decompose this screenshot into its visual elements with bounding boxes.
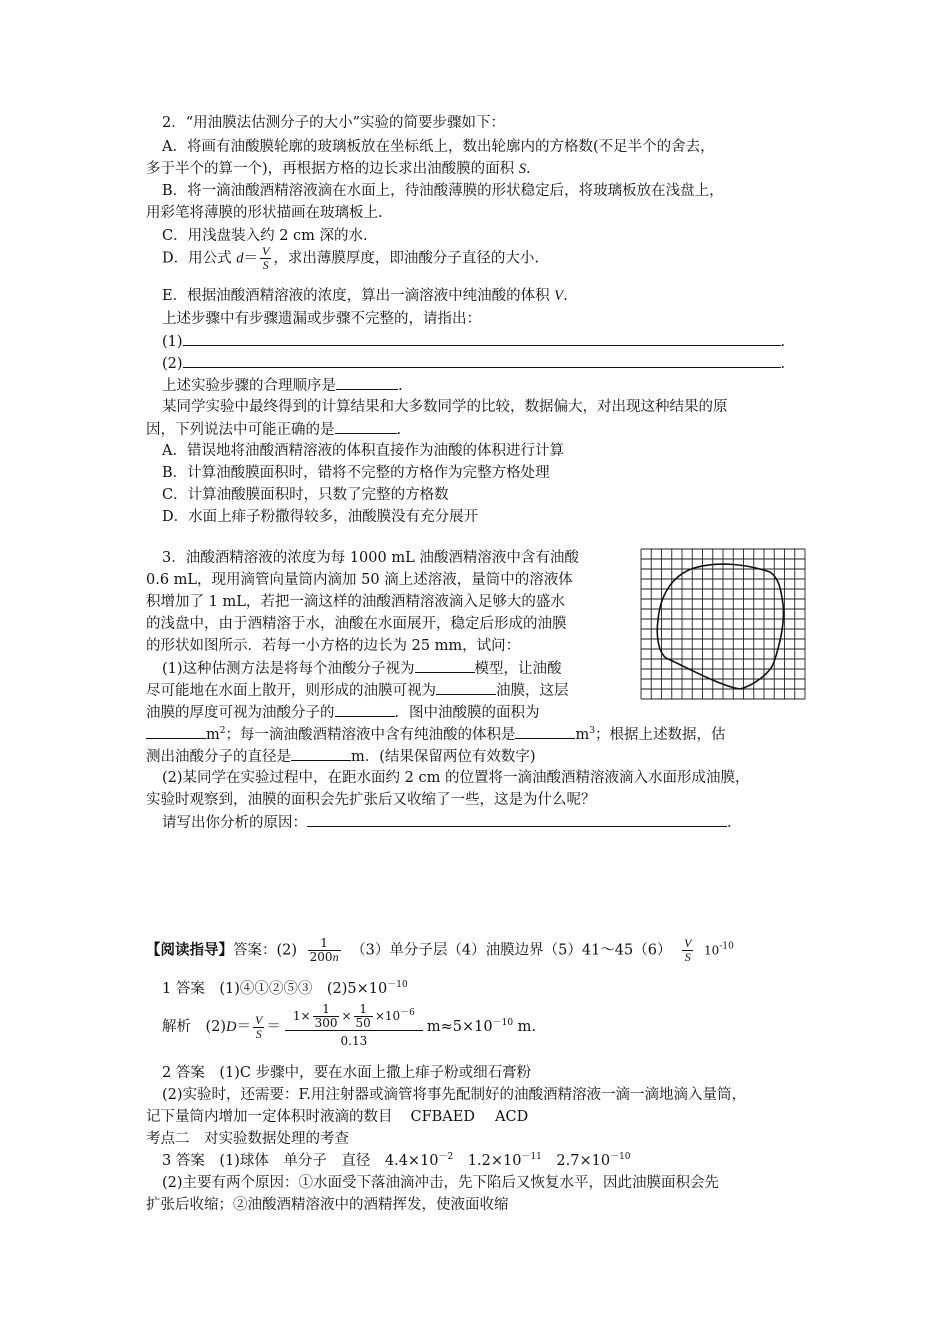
q2-answer-blank-1: (1) . (162, 331, 785, 352)
q2-error-question-line1: 某同学实验中最终得到的计算结果和大多数同学的比较，数据偏大，对出现这种结果的原 (162, 399, 728, 415)
answer-1-explanation: 解析 (2)D＝ $\frac{V}{S}$ ＝ 1× $\frac{1}{300}$ × $\frac{1}{50}$ $\times 10^{-6}$ 0.13 $m\approx 5\times 10^{-10}$ m. (162, 1003, 536, 1051)
fraction-v-over-s: $\frac{V}{S}$ (684, 936, 692, 964)
q2-prompt: 上述步骤中有步骤遗漏或步骤不完整的，请指出： (162, 311, 481, 327)
q2-error-question-line2: 因，下列说法中可能正确的是 . (146, 419, 401, 440)
answer-2-line1: 2 答案 (1)C 步骤中，要在水面上撒上痱子粉或细石膏粉 (162, 1065, 532, 1081)
q2-step-e: E．根据油酸酒精溶液的浓度，算出一滴溶液中纯油酸的体积 V. (162, 288, 568, 304)
q2-option-c: C．计算油酸膜面积时，只数了完整的方格数 (162, 487, 449, 503)
q3-line2: 0.6 mL，现用滴管向量筒内滴加 50 滴上述溶液，量筒中的溶液体 (146, 572, 573, 588)
formula-v-over-s: $\frac{V}{S}$ (261, 244, 270, 272)
q3-line10: 测出油酸分子的直径是 m．(结果保留两位有效数字) (146, 746, 536, 767)
oil-film-grid-figure (640, 548, 806, 700)
answer-3-line2: (2)主要有两个原因：①水面受下落油滴冲击，先下陷后又恢复水平，因此油膜面积会先 (162, 1175, 720, 1191)
q2-step-a-line2: 多于半个的算一个)，再根据方格的边长求出油酸膜的面积 S. (146, 161, 531, 177)
q2-step-b-line2: 用彩笔将薄膜的形状描画在玻璃板上. (146, 205, 383, 221)
q2-option-a: A．错误地将油酸酒精溶液的体积直接作为油酸的体积进行计算 (162, 443, 564, 459)
answer-3-line1: 3 答案 (1)球体 单分子 直径 $4.4\times 10^{-2}$ $1.2\times 10^{-11}$ $2.7\times 10^{-10}$ (162, 1152, 631, 1169)
q2-step-b-line1: B．将一滴油酸酒精溶液滴在水面上，待油酸薄膜的形状稳定后，将玻璃板放在浅盘上， (162, 183, 724, 199)
q2-answer-blank-2: (2) . (162, 353, 785, 374)
q3-line4: 的浅盘中，由于酒精溶于水，油酸在水面展开，稳定后形成的油膜 (146, 616, 567, 632)
fraction-v-over-s-2: $\frac{V}{S}$ (255, 1012, 263, 1041)
q3-line1: 3．油酸酒精溶液的浓度为每 1000 mL 油酸酒精溶液中含有油酸 (162, 550, 579, 566)
oil-film-outline (657, 564, 783, 689)
answer-1: 1 答案 (1)④①②⑤③ $(2)5\times 10^{-10}$ (162, 980, 408, 997)
q3-line5: 的形状如图所示．若每一小方格的边长为 25 mm，试问： (146, 638, 521, 654)
grid-lines (641, 549, 805, 699)
q3-line3: 积增加了 1 mL，若把一滴这样的油酸酒精溶液滴入足够大的盛水 (146, 594, 565, 610)
q3-line13: 请写出你分析的原因： . (162, 812, 732, 833)
q2-step-a-line1: A．将画有油酸膜轮廓的玻璃板放在坐标纸上，数出轮廓内的方格数(不足半个的舍去， (162, 139, 715, 155)
answer-3-line3: 扩张后收缩；②油酸酒精溶液中的酒精挥发，使液面收缩 (146, 1197, 509, 1213)
q2-option-d: D．水面上痱子粉撒得较多，油酸膜没有充分展开 (162, 509, 479, 525)
q2-step-d: D．用公式 d＝ $\frac{V}{S}$ ，求出薄膜厚度，即油酸分子直径的大小. (162, 244, 539, 272)
q2-option-b: B．计算油酸膜面积时，错将不完整的方格作为完整方格处理 (162, 465, 550, 481)
fraction-1-over-200n: $\frac{1}{200n}$ (309, 936, 339, 964)
section-heading-kaodian-2: 考点二 对实验数据处理的考查 (146, 1131, 349, 1147)
explanation-compound-fraction: 1× $\frac{1}{300}$ × $\frac{1}{50}$ $\times 10^{-6}$ 0.13 (285, 1003, 423, 1051)
q3-line8: 油膜的厚度可视为油酸分子的 ．图中油酸膜的面积为 (146, 702, 540, 723)
q3-line11: (2)某同学在实验过程中，在距水面约 2 cm 的位置将一滴油酸酒精溶液滴入水面形成油膜， (162, 770, 750, 786)
reading-guide-answer: 【阅读指导】答案：(2) $\frac{1}{200n}$ （3）单分子层（4）油膜边界（5）41～45（6） $\frac{V}{S}$ $10^{-10}$ (146, 936, 734, 964)
q2-title: 2．“用油膜法估测分子的大小”实验的简要步骤如下： (162, 115, 506, 131)
q2-order-question: 上述实验步骤的合理顺序是 . (162, 375, 403, 396)
answer-2-line3: 记下量筒内增加一定体积时液滴的数目 CFBAED ACD (146, 1109, 529, 1125)
q2-step-c: C．用浅盘装入约 2 cm 深的水. (162, 228, 368, 244)
q3-line9: $m^2$；每一滴油酸酒精溶液中含有纯油酸的体积是 $m^3$；根据上述数据，估 (146, 724, 725, 745)
q3-line6: (1)这种估测方法是将每个油酸分子视为 模型，让油酸 (162, 658, 562, 679)
q3-line12: 实验时观察到，油膜的面积会先扩张后又收缩了一些，这是为什么呢？ (146, 792, 596, 808)
answer-2-line2: (2)实验时，还需要：F.用注射器或滴管将事先配制好的油酸酒精溶液一滴一滴地滴入量筒， (162, 1087, 746, 1103)
q3-line7: 尽可能地在水面上散开，则形成的油膜可视为 油膜，这层 (146, 680, 569, 701)
